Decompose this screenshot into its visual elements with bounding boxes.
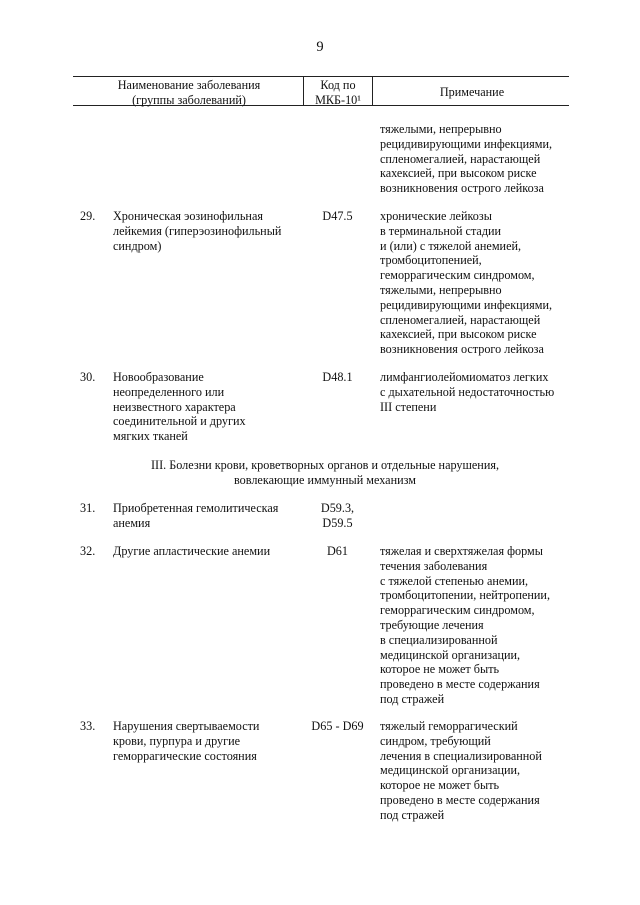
note-line: возникновения острого лейкоза [380,342,544,357]
header-note: Примечание [439,85,505,99]
name-line: соединительной и других [113,414,246,429]
note-line: с тяжелой степенью анемии, [380,573,529,588]
name-line: Нарушения свертываемости [113,719,260,733]
icd-code-cell [303,370,372,385]
note-line: геморрагическим синдромом, [380,603,535,618]
note-cell [380,209,570,357]
header-disease-name [78,78,300,108]
header-text: Наименование заболевания [117,78,261,92]
note-line: тяжелый геморрагический [380,719,518,733]
disease-name-cell [113,370,303,444]
code-line: D59.3, [320,501,355,515]
section-heading [80,458,570,488]
note-line: под стражей [380,691,445,706]
header-top-rule [73,76,569,77]
note-line: требующие лечения [380,617,484,632]
icd-code-cell [303,544,372,559]
note-line: кахексией, при высоком риске [380,327,537,342]
icd-code-cell [303,501,372,531]
note-cell [380,719,570,823]
note-line: III степени [380,399,437,414]
note-line: тяжелыми, непрерывно [380,282,502,297]
note-line: проведено в месте содержания [380,677,540,692]
note-line: тромбоцитопенией, [380,253,482,268]
section-heading-line: вовлекающие иммунный механизм [233,472,416,487]
name-line: лейкемия (гиперэозинофильный [113,223,282,238]
note-line: тяжелыми, непрерывно [380,122,502,136]
code-line: D65 - D69 [311,719,364,733]
note-line: тяжелая и сверхтяжелая формы [380,544,543,558]
header-text: (группы заболеваний) [132,92,246,107]
note-line: геморрагическим синдромом, [380,268,535,283]
note-line: с дыхательной недостаточностью [380,384,555,399]
disease-name-cell [113,501,303,531]
note-line: в терминальной стадии [380,223,502,238]
note-line: синдром, требующий [380,733,491,748]
name-line: крови, пурпура и другие [113,733,241,748]
note-line: лимфангиолейомиоматоз легких [380,370,549,384]
note-line: течения заболевания [380,558,488,573]
note-cell [380,544,570,707]
code-line: D61 [327,544,348,558]
header-text: Код по [320,78,356,92]
note-line: рецидивирующими инфекциями, [380,136,553,151]
code-line: D59.5 [322,515,353,530]
name-line: Новообразование [113,370,204,384]
note-line: спленомегалией, нарастающей [380,151,541,166]
name-line: Другие апластические анемии [113,544,271,558]
section-heading-line: III. Болезни крови, кроветворных органов и отдельные нарушения, [150,458,499,472]
name-line: Хроническая эозинофильная [113,209,263,223]
note-cell [380,370,570,414]
note-line: возникновения острого лейкоза [380,181,544,196]
header-column-divider [303,76,304,105]
disease-name-cell [113,719,303,763]
note-line: проведено в месте содержания [380,792,540,807]
name-line: мягких тканей [113,429,188,444]
row-number: 30. [80,370,96,384]
header-text: МКБ-10¹ [315,92,361,107]
note-line: которое не может быть [380,778,500,793]
note-cell [380,122,570,196]
note-line: которое не может быть [380,662,500,677]
name-line: Приобретенная гемолитическая [113,501,279,515]
name-line: неизвестного характера [113,399,236,414]
note-line: спленомегалией, нарастающей [380,312,541,327]
disease-name-cell [113,544,303,559]
note-line: тромбоцитопении, нейтропении, [380,588,550,603]
note-line: медицинской организации, [380,763,521,778]
header-column-divider [372,76,373,105]
name-line: геморрагические состояния [113,748,257,763]
note-line: медицинской организации, [380,647,521,662]
note-line: кахексией, при высоком риске [380,166,537,181]
note-line: лечения в специализированной [380,748,542,763]
page-number: 9 [316,39,324,55]
icd-code-cell [303,209,372,224]
name-line: синдром) [113,238,162,253]
note-line: рецидивирующими инфекциями, [380,297,553,312]
row-number: 33. [80,719,96,733]
code-line: D48.1 [322,370,353,384]
row-number: 32. [80,544,96,558]
note-line: в специализированной [380,632,498,647]
code-line: D47.5 [322,209,353,223]
name-line: неопределенного или [113,384,225,399]
name-line: анемия [113,515,151,530]
disease-name-cell [113,209,303,253]
row-number: 29. [80,209,96,223]
note-line: под стражей [380,807,445,822]
note-line: хронические лейкозы [380,209,492,223]
row-number: 31. [80,501,96,515]
icd-code-cell [303,719,372,734]
note-line: и (или) с тяжелой анемией, [380,238,522,253]
header-icd-code [306,78,370,108]
